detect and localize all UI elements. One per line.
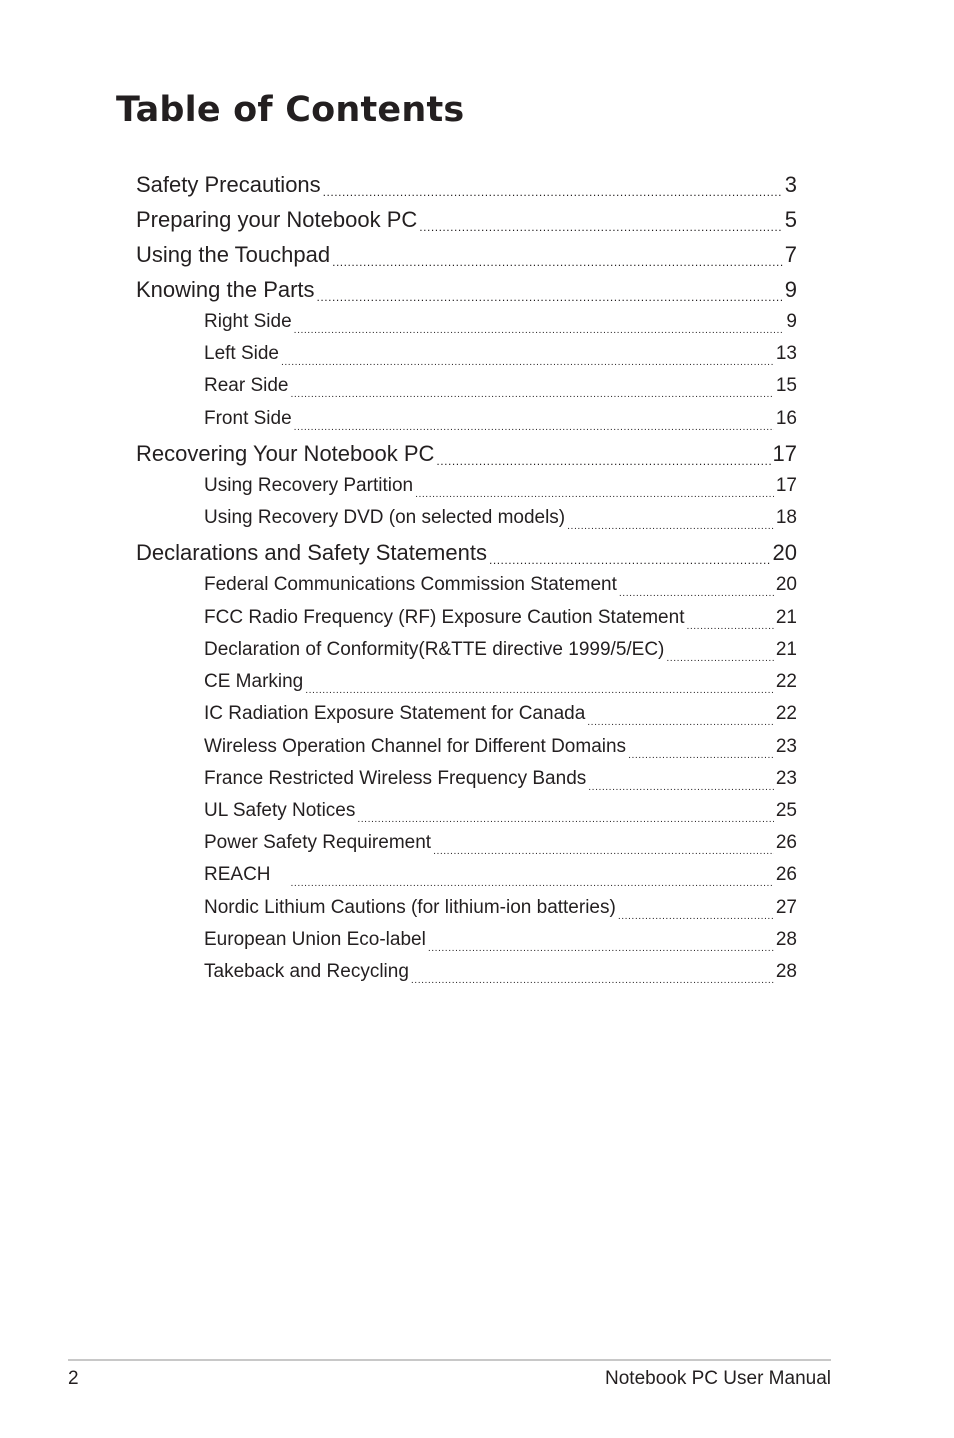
dot-leader (588, 775, 774, 794)
dot-leader (587, 710, 774, 729)
toc-entry-page: 22 (775, 671, 797, 692)
toc-entry-page: 5 (784, 207, 797, 232)
toc-entry-page: 13 (775, 343, 797, 364)
toc-entry-page: 22 (775, 703, 797, 724)
toc-entry-label: Front Side (204, 408, 292, 429)
toc-subentry[interactable] (204, 375, 797, 401)
dot-leader (294, 318, 785, 337)
toc-subentry[interactable] (204, 311, 797, 337)
toc-subentry[interactable] (204, 800, 797, 826)
dot-leader (411, 968, 774, 987)
toc-entry[interactable] (136, 277, 797, 305)
toc-subentry[interactable] (204, 832, 797, 858)
toc-entry-page: 26 (775, 864, 797, 885)
toc-entry-label: European Union Eco-label (204, 929, 426, 950)
toc-entry-label: REACH (204, 864, 271, 885)
dot-leader (618, 904, 774, 923)
toc-subentry[interactable] (204, 408, 797, 434)
toc-entry-label: Declarations and Safety Statements (136, 540, 487, 565)
footer-manual-title: Notebook PC User Manual (605, 1368, 831, 1389)
toc-subentry[interactable] (204, 961, 797, 987)
toc-entry-page: 21 (775, 639, 797, 660)
toc-entry-page: 17 (772, 441, 797, 466)
dot-leader (281, 350, 774, 369)
toc-entry-page: 23 (775, 768, 797, 789)
dot-leader (419, 213, 782, 235)
toc-entry-label: IC Radiation Exposure Statement for Canada (204, 703, 586, 724)
toc-entry-page: 25 (775, 800, 797, 821)
footer-divider (68, 1359, 831, 1361)
toc-subentry[interactable] (204, 736, 797, 762)
toc-subentry[interactable] (204, 768, 797, 794)
toc-entry-label: Recovering Your Notebook PC (136, 441, 435, 466)
toc-subentry[interactable] (204, 897, 797, 923)
dot-leader (436, 447, 770, 469)
toc-subentry[interactable] (204, 864, 797, 890)
dot-leader (294, 415, 774, 434)
dot-leader (428, 936, 774, 955)
page-title: Table of Contents (116, 90, 465, 130)
toc-entry-label: UL Safety Notices (204, 800, 356, 821)
toc-entry-page: 26 (775, 832, 797, 853)
toc-entry-page: 27 (775, 897, 797, 918)
toc-entry-page: 21 (775, 607, 797, 628)
dot-leader (686, 614, 773, 633)
dot-leader (415, 482, 774, 501)
toc-entry-label: Using Recovery Partition (204, 475, 414, 496)
toc-subentry[interactable] (204, 929, 797, 955)
toc-entry-page: 7 (784, 242, 797, 267)
toc-entry-label: Rear Side (204, 375, 289, 396)
toc-entry-label: Federal Communications Commission Statement (204, 574, 617, 595)
toc-subentry[interactable] (204, 574, 797, 600)
toc-subentry[interactable] (204, 343, 797, 369)
toc-entry-label: Knowing the Parts (136, 277, 315, 302)
toc-subentry[interactable] (204, 671, 797, 697)
toc-entry[interactable] (136, 172, 797, 200)
toc-entry-label: Preparing your Notebook PC (136, 207, 418, 232)
toc-entry-page: 20 (772, 540, 797, 565)
toc-entry-page: 28 (775, 961, 797, 982)
toc-entry-page: 15 (775, 375, 797, 396)
toc-entry-label: CE Marking (204, 671, 304, 692)
dot-leader (323, 178, 783, 200)
toc-entry-page: 3 (784, 172, 797, 197)
toc-entry-label: FCC Radio Frequency (RF) Exposure Caution Statement (204, 607, 685, 628)
toc-entry-label: France Restricted Wireless Frequency Bands (204, 768, 587, 789)
dot-leader (291, 382, 774, 401)
toc-entry-page: 9 (786, 311, 797, 332)
toc-entry-page: 18 (775, 507, 797, 528)
toc-subentry[interactable] (204, 475, 797, 501)
toc-entry-label: Power Safety Requirement (204, 832, 432, 853)
toc-entry-page: 23 (775, 736, 797, 757)
toc-entry[interactable] (136, 242, 797, 270)
toc-entry-label: Wireless Operation Channel for Different Domains (204, 736, 627, 757)
toc-subentry[interactable] (204, 639, 797, 665)
toc-entry-label: Left Side (204, 343, 279, 364)
dot-leader (332, 248, 783, 270)
dot-leader (305, 678, 774, 697)
dot-leader (317, 283, 783, 305)
toc-entry[interactable] (136, 207, 797, 235)
toc-entry-page: 28 (775, 929, 797, 950)
toc-entry-label: Safety Precautions (136, 172, 321, 197)
dot-leader (489, 546, 771, 568)
toc-entry-page: 20 (775, 574, 797, 595)
toc-entry-label: Right Side (204, 311, 292, 332)
toc-entry-page: 9 (784, 277, 797, 302)
toc-entry-label: Declaration of Conformity(R&TTE directive 1999/5/EC) (204, 639, 665, 660)
toc-entry-page: 16 (775, 408, 797, 429)
toc-entry-label: Takeback and Recycling (204, 961, 409, 982)
toc-entry-page: 17 (775, 475, 797, 496)
toc-subentry[interactable] (204, 507, 797, 533)
toc-subentry[interactable] (204, 607, 797, 633)
footer-page-number: 2 (68, 1368, 79, 1389)
toc-entry[interactable] (136, 441, 797, 469)
dot-leader (628, 743, 774, 762)
dot-leader (619, 581, 774, 600)
toc-entry[interactable] (136, 540, 797, 568)
dot-leader (291, 871, 774, 890)
toc-entry-label: Using Recovery DVD (on selected models) (204, 507, 566, 528)
toc-entry-label: Using the Touchpad (136, 242, 331, 267)
dot-leader (433, 839, 774, 858)
toc-entry-label: Nordic Lithium Cautions (for lithium-ion batteries) (204, 897, 616, 918)
dot-leader (567, 514, 774, 533)
dot-leader (666, 646, 773, 665)
toc-subentry[interactable] (204, 703, 797, 729)
dot-leader (357, 807, 773, 826)
